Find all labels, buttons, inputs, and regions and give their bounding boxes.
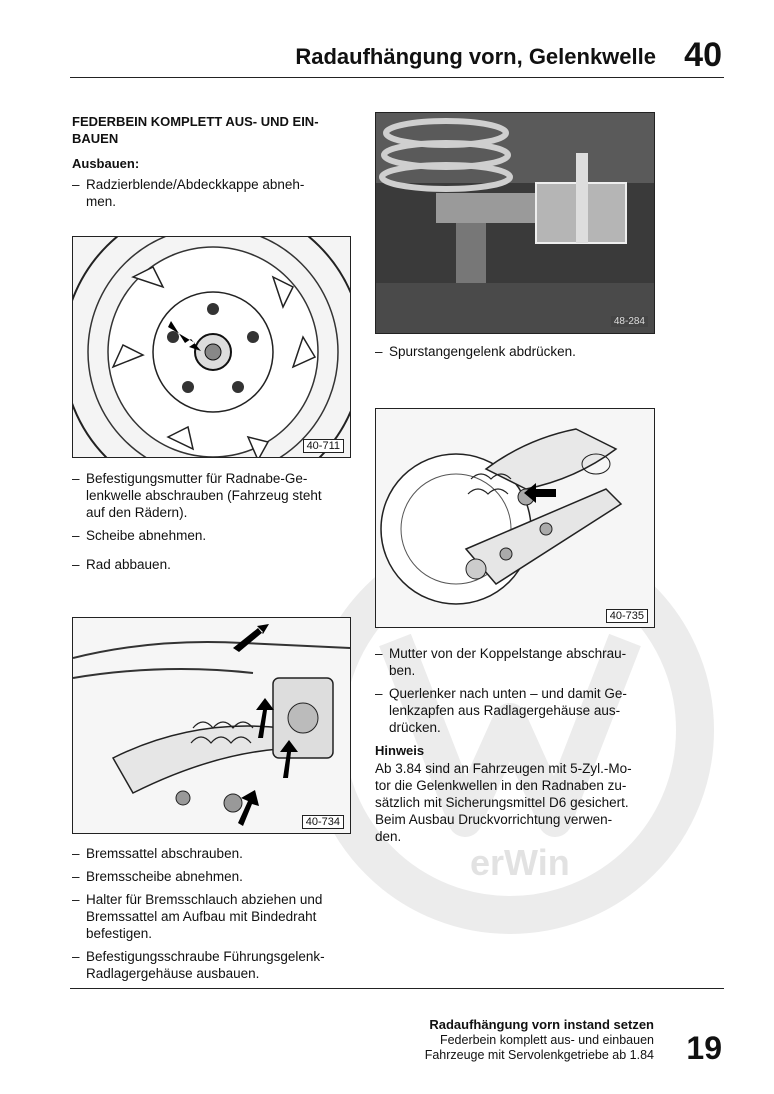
- header-rule: [70, 77, 724, 78]
- note-line: tor die Gelenkwellen in den Radnaben zu-: [375, 778, 627, 793]
- step-list-3: [72, 845, 362, 988]
- figure-wheel-hub: [72, 236, 351, 458]
- photo-tie-rod-puller: [375, 112, 655, 334]
- photo-illustration: [376, 113, 654, 333]
- list-item: – Mutter von der Koppelstange abschrau- ben.: [375, 645, 660, 679]
- list-item: – Rad abbauen.: [72, 556, 357, 573]
- list-item: – Radzierblende/Abdeckkappe abneh- men.: [72, 176, 352, 210]
- note-text: [375, 760, 660, 845]
- figure-label-40-711: 40-711: [303, 439, 344, 453]
- section-number: 40: [684, 36, 722, 74]
- figure-label-40-735: 40-735: [606, 609, 648, 623]
- note-heading: Hinweis: [375, 743, 425, 758]
- list-item: – Spurstangengelenk abdrücken.: [375, 343, 655, 360]
- brake-illustration: [73, 618, 350, 833]
- step-list-photo: [375, 343, 655, 366]
- subheading-ausbauen: Ausbauen:: [72, 156, 140, 171]
- note-line: Beim Ausbau Druckvorrichtung verwen-: [375, 812, 613, 827]
- figure-control-arm: [375, 408, 655, 628]
- page-header-title: Radaufhängung vorn, Gelenkwelle: [295, 44, 656, 69]
- footer-line1: Radaufhängung vorn instand setzen: [429, 1017, 654, 1032]
- footer-rule: [70, 988, 724, 989]
- control-arm-illustration: [376, 409, 654, 627]
- footer-line2: Federbein komplett aus- und einbauen: [439, 1033, 654, 1047]
- figure-brake-caliper: [72, 617, 351, 834]
- step-list-4: [375, 645, 660, 742]
- list-item: – Scheibe abnehmen.: [72, 527, 357, 544]
- step-list-2: [72, 470, 357, 579]
- photo-label-48-284: 48-284: [611, 316, 648, 327]
- note-line: den.: [375, 829, 402, 844]
- watermark-logo-text: erWin: [470, 842, 570, 883]
- section-title-line: FEDERBEIN KOMPLETT AUS- UND EIN-: [72, 114, 319, 129]
- page-number: 19: [686, 1030, 722, 1066]
- footer-line3: Fahrzeuge mit Servolenkgetriebe ab 1.84: [424, 1048, 654, 1062]
- note-line: sätzlich mit Sicherungsmittel D6 gesichert.: [375, 795, 629, 810]
- list-item: – Bremssattel abschrauben.: [72, 845, 362, 862]
- list-item: – Befestigungsmutter für Radnabe-Ge- lenkwelle abschrauben (Fahrzeug steht auf den Rädern).: [72, 470, 357, 521]
- list-item: – Querlenker nach unten – und damit Ge- lenkzapfen aus Radlagergehäuse aus- drücken.: [375, 685, 660, 736]
- footer-text: [425, 1017, 654, 1063]
- step-list-1: [72, 176, 352, 216]
- list-item: – Halter für Bremsschlauch abziehen und Bremssattel am Aufbau mit Bindedraht befestigen.: [72, 891, 362, 942]
- section-title: [72, 113, 342, 147]
- figure-label-40-734: 40-734: [302, 815, 344, 829]
- list-item: – Befestigungsschraube Führungsgelenk- Radlagergehäuse ausbauen.: [72, 948, 362, 982]
- list-item: – Bremsscheibe abnehmen.: [72, 868, 362, 885]
- section-title-line: BAUEN: [72, 131, 119, 146]
- wheel-illustration: [73, 237, 350, 457]
- note-line: Ab 3.84 sind an Fahrzeugen mit 5-Zyl.-Mo-: [375, 761, 632, 776]
